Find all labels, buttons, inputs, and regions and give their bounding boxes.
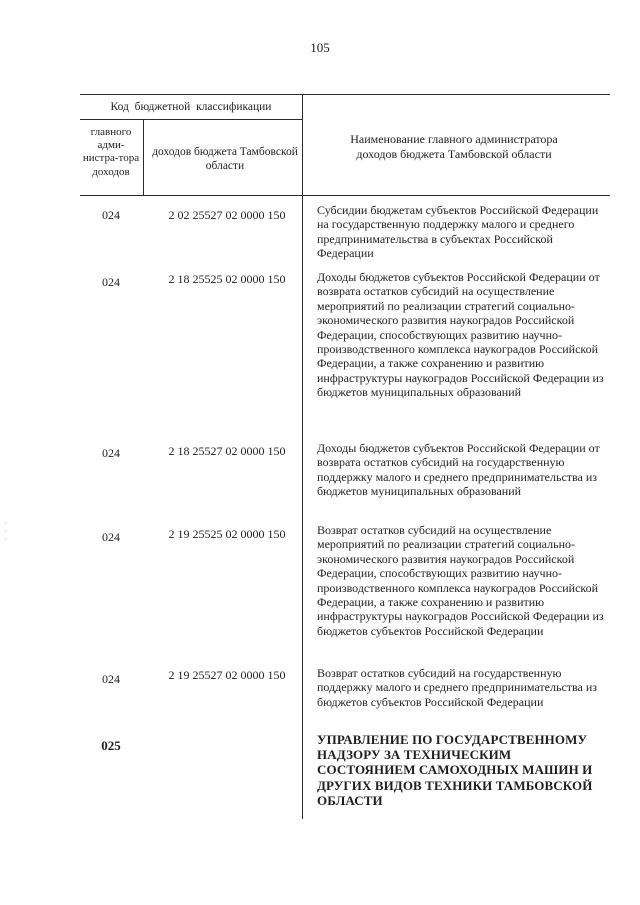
row-5-admin-code: 024 <box>102 672 120 686</box>
header-col-name: Наименование главного администратора доходов бюджета Тамбовской области <box>350 132 558 161</box>
row-3-name: Доходы бюджетов субъектов Российской Федерации от возврата остатков субсидий на государственную поддержку малого и среднего предпринимательства из бюджетов муниципальных образований <box>317 441 600 499</box>
row-3-admin-code: 024 <box>102 446 120 460</box>
row-6-section-heading: УПРАВЛЕНИЕ ПО ГОСУДАРСТВЕННОМУ НАДЗОРУ ЗА ТЕХНИЧЕСКИМ СОСТОЯНИЕМ САМОХОДНЫХ МАШИН И ДРУГИХ ВИДОВ ТЕХНИКИ ТАМБОВСКОЙ ОБЛАСТИ <box>317 732 593 808</box>
header-col-admin: главного адми-нистра-тора доходов <box>82 126 140 178</box>
header-group-divider <box>80 119 302 120</box>
row-5-name: Возврат остатков субсидий на государственную поддержку малого и среднего предпринимательства из бюджетов субъектов Российской Федерации <box>317 666 598 709</box>
row-4-name: Возврат остатков субсидий на осуществление мероприятий по реализации стратегий социально-экономического развития наукоградов Российской Федерации, способствующих развитию научно-производственного комплекса наукоградов Российской Федерации, а также сохранению и развитию инфраструктуры наукоградов Российской Федерации из бюджетов субъектов Российской Федерации <box>317 523 604 638</box>
row-2-admin-code: 024 <box>102 275 120 289</box>
scan-margin-mark: · · · <box>4 519 7 544</box>
row-4-income-code: 2 19 25525 02 0000 150 <box>168 527 286 541</box>
row-5-income-code: 2 19 25527 02 0000 150 <box>168 668 286 682</box>
row-2-income-code: 2 18 25525 02 0000 150 <box>168 272 286 286</box>
page-number: 105 <box>310 40 330 55</box>
row-6-admin-code: 025 <box>101 738 121 753</box>
row-3-income-code: 2 18 25527 02 0000 150 <box>168 444 286 458</box>
header-column-divider-1 <box>143 119 144 195</box>
row-1-name: Субсидии бюджетам субъектов Российской Федерации на государственную поддержку малого и среднего предпринимательства в субъектах Российской Федерации <box>317 203 599 261</box>
row-2-name: Доходы бюджетов субъектов Российской Федерации от возврата остатков субсидий на осуществление мероприятий по реализации стратегий социально-экономического развития наукоградов Российской Федерации, способствующих развитию научно-производственного комплекса наукоградов Российской Федерации, а также сохранению и развитию инфраструктуры наукоградов Российской Федерации из бюджетов муниципальных образований <box>317 270 604 400</box>
row-1-income-code: 2 02 25527 02 0000 150 <box>168 208 286 222</box>
header-group-title: Код бюджетной классификации <box>110 101 272 113</box>
header-bottom-border <box>80 195 610 196</box>
column-divider <box>302 94 303 819</box>
row-1-admin-code: 024 <box>102 208 120 222</box>
header-col-income: доходов бюджета Тамбовской области <box>152 146 298 172</box>
row-4-admin-code: 024 <box>102 530 120 544</box>
table-top-border <box>80 94 610 95</box>
